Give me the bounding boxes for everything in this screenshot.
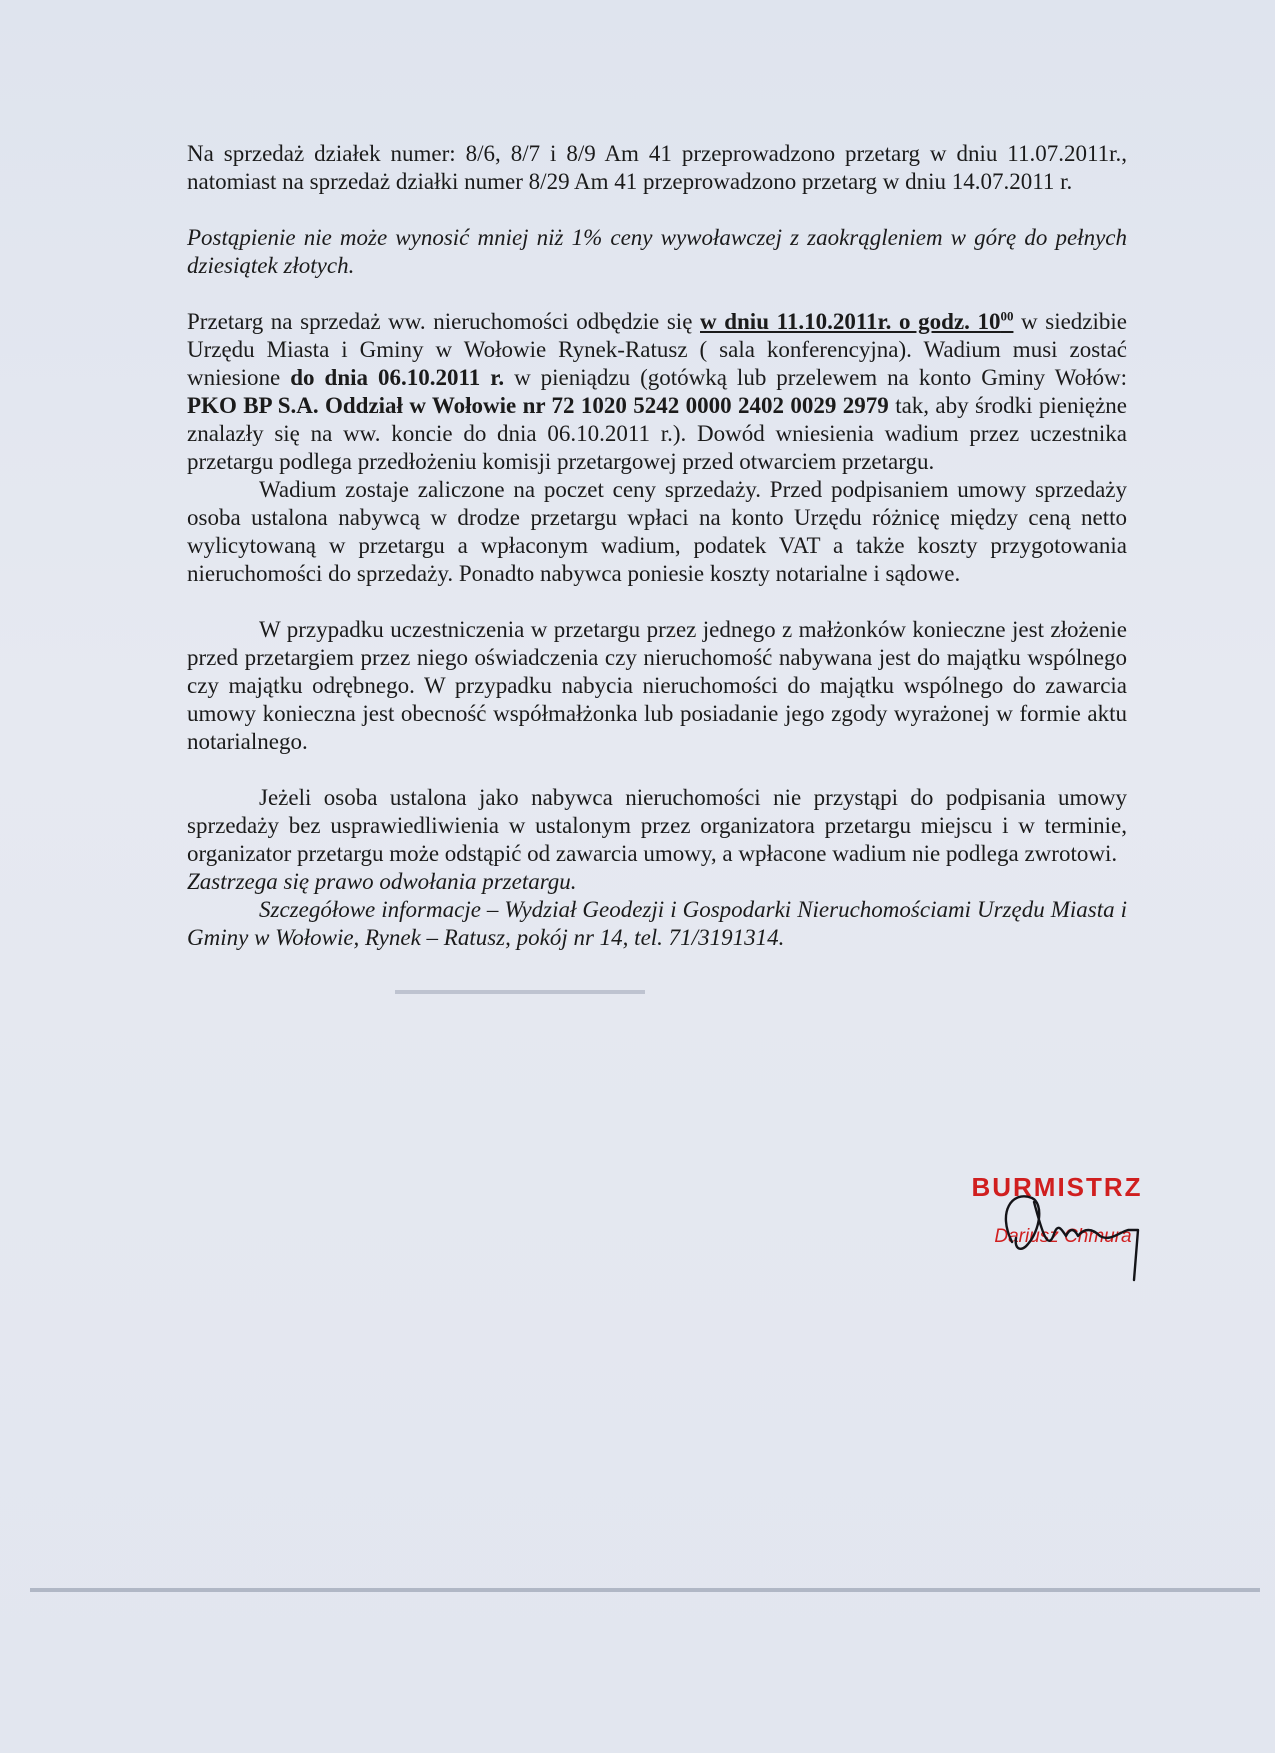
document-body — [187, 140, 1127, 952]
mayor-stamp — [942, 1172, 1172, 1282]
paragraph-bid-increment: Postąpienie nie może wynosić mniej niż 1% ceny wywoławczej z zaokrągleniem w górę do pełnych dziesiątek złotych. — [187, 225, 1127, 278]
bottom-scan-line — [30, 1588, 1260, 1592]
tender-date-time: w dniu 11.10.2011r. o godz. $10^{00}$ — [700, 308, 1014, 334]
paragraph-deposit-credit: Wadium zostaje zaliczone na poczet ceny sprzedaży. Przed podpisaniem umowy sprzedaży osoba ustalona nabywcą w drodze przetargu wpłaci na konto Urzędu różnicę między ceną netto wylicytowaną w przetargu a wpłaconym wadium, podatek VAT a także koszty przygotowania nieruchomości do sprzedaży. Ponadto nabywca poniesie koszty notarialne i sądowe. — [187, 477, 1127, 586]
deposit-proof-text: tak, aby środki pieniężne znalazły się na ww. koncie do dnia 06.10.2011 r.). Dowód wniesienia wadium przez uczestnika przetargu podlega przedłożeniu komisji przetargowej przed otwarciem przetargu. — [187, 393, 1127, 474]
tender-intro-text: Przetarg na sprzedaż ww. nieruchomości odbędzie się — [187, 309, 701, 334]
stamp-title: BURMISTRZ — [971, 1172, 1143, 1202]
paragraph-tender-details — [187, 308, 1127, 476]
paragraph-tender-dates: Na sprzedaż działek numer: 8/6, 8/7 i 8/9 Am 41 przeprowadzono przetarg w dniu 11.07.2011r., natomiast na sprzedaż działki numer 8/29 Am 41 przeprowadzono przetarg w dniu 14.07.2011 r. — [187, 141, 1127, 194]
paragraph-cancellation-right: Zastrzega się prawo odwołania przetargu. — [187, 869, 577, 894]
paragraph-spouses: W przypadku uczestniczenia w przetargu przez jednego z małżonków konieczne jest złożenie przed przetargiem przez niego oświadczenia czy nieruchomość nabywana jest do majątku wspólnego czy majątku odrębnego. W przypadku nabycia nieruchomości do majątku wspólnego do zawarcia umowy konieczna jest obecność współmałżonka lub posiadanie jego zgody wyrażonej w formie aktu notarialnego. — [187, 617, 1127, 754]
handwritten-signature — [942, 1172, 1172, 1282]
paragraph-withdrawal: Jeżeli osoba ustalona jako nabywca nieruchomości nie przystąpi do podpisania umowy sprzedaży bez usprawiedliwienia w ustalonym przez organizatora przetargu miejscu i w terminie, organizator przetargu może odstąpić od zawarcia umowy, a wpłacone wadium nie podlega zwrotowi. — [187, 785, 1127, 866]
tender-time-minutes: 00 — [1000, 308, 1014, 324]
bank-account: PKO BP S.A. Oddział w Wołowie nr 72 1020 5242 0000 2402 0029 2979 — [187, 393, 889, 418]
mid-scan-line — [395, 990, 645, 994]
paragraph-contact-info: Szczegółowe informacje – Wydział Geodezji i Gospodarki Nieruchomościami Urzędu Miasta i Gminy w Wołowie, Rynek – Ratusz, pokój nr 14, tel. 71/3191314. — [187, 897, 1127, 950]
deposit-method-text: w pieniądzu (gotówką lub przelewem na konto Gminy Wołów: — [504, 365, 1127, 390]
stamp-name: Dariusz Chmura — [994, 1226, 1132, 1247]
tender-location-text: w siedzibie Urzędu Miasta i Gminy w Wołowie Rynek-Ratusz ( sala konferencyjna). Wadium musi zostać wniesione — [187, 309, 1128, 390]
deposit-deadline: do dnia 06.10.2011 r. — [290, 365, 505, 390]
